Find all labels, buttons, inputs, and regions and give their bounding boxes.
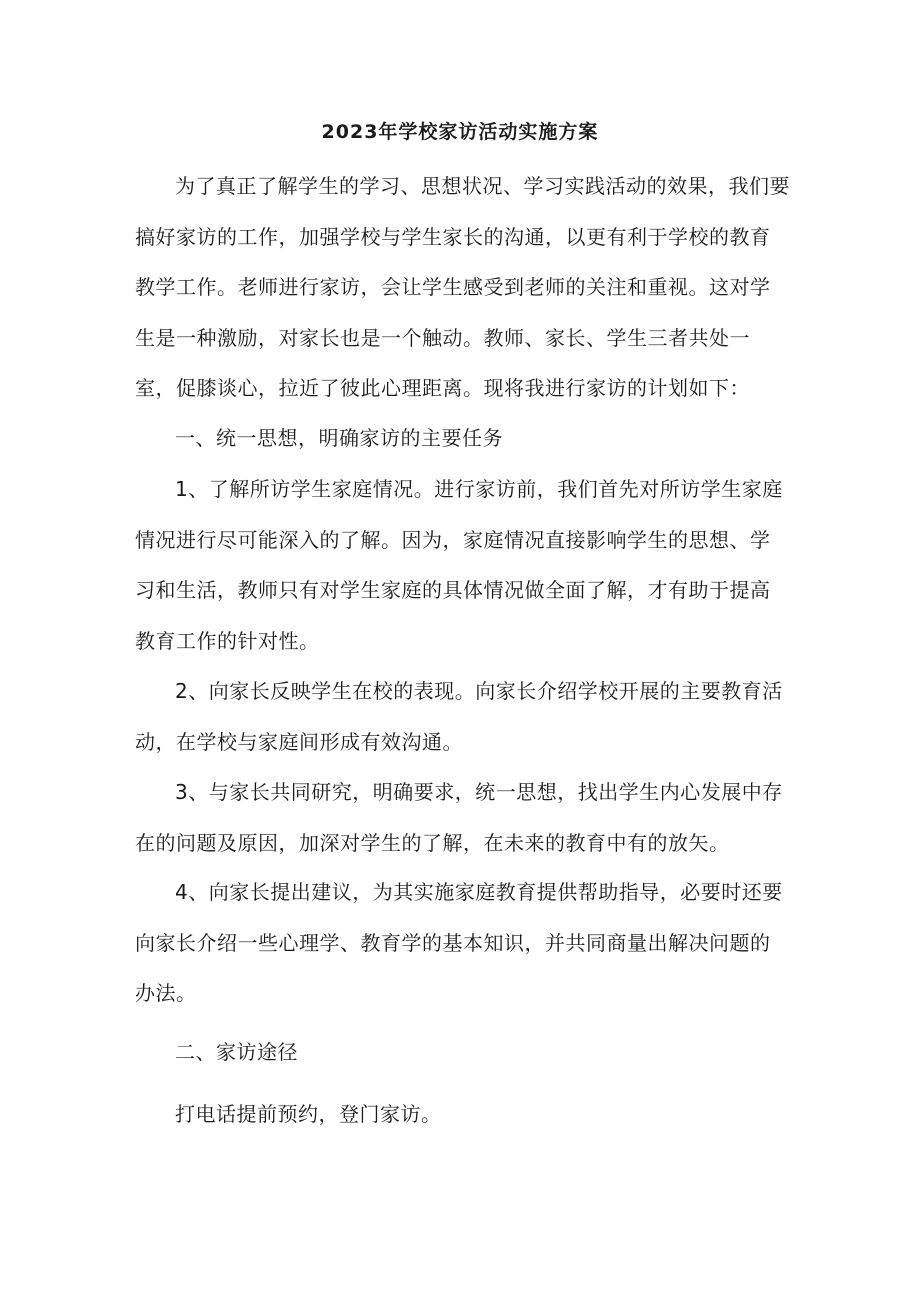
section-two-body [135, 1089, 790, 1140]
section-two [135, 1027, 790, 1078]
intro-paragraph: 为了真正了解学生的学习、思想状况、学习实践活动的效果，我们要搞好家访的工作，加强学校与学生家长的沟通，以更有利于学校的教育教学工作。老师进行家访，会让学生感受到老师的关注和重视。这对学生是一种激励，对家长也是一个触动。教师、家长、学生三者共处一室，促膝谈心，拉近了彼此心理距离。现将我进行家访的计划如下： [135, 174, 790, 400]
item-2-block [135, 666, 790, 767]
document-title: 2023年学校家访活动实施方案 [321, 121, 599, 143]
item-1-block [135, 464, 790, 666]
intro-block [135, 161, 790, 414]
item-4-block [135, 867, 790, 1019]
list-item: 4、向家长提出建议，为其实施家庭教育提供帮助指导，必要时还要向家长介绍一些心理学、教育学的基本知识，并共同商量出解决问题的办法。 [135, 880, 783, 1005]
list-item: 2、向家长反映学生在校的表现。向家长介绍学校开展的主要教育活动，在学校与家庭间形成有效沟通。 [135, 679, 783, 754]
list-item: 3、与家长共同研究，明确要求，统一思想，找出学生内心发展中存在的问题及原因，加深对学生的了解，在未来的教育中有的放矢。 [135, 780, 783, 855]
section-one [135, 413, 790, 464]
section-one-heading: 一、统一思想，明确家访的主要任务 [175, 426, 503, 450]
section-two-text: 打电话提前预约，登门家访。 [175, 1102, 442, 1126]
item-3-block [135, 767, 790, 868]
section-two-heading: 二、家访途径 [175, 1040, 298, 1064]
list-item: 1、了解所访学生家庭情况。进行家访前，我们首先对所访学生家庭情况进行尽可能深入的了解。因为，家庭情况直接影响学生的思想、学习和生活，教师只有对学生家庭的具体情况做全面了解，才有助于提高教育工作的针对性。 [135, 477, 783, 653]
